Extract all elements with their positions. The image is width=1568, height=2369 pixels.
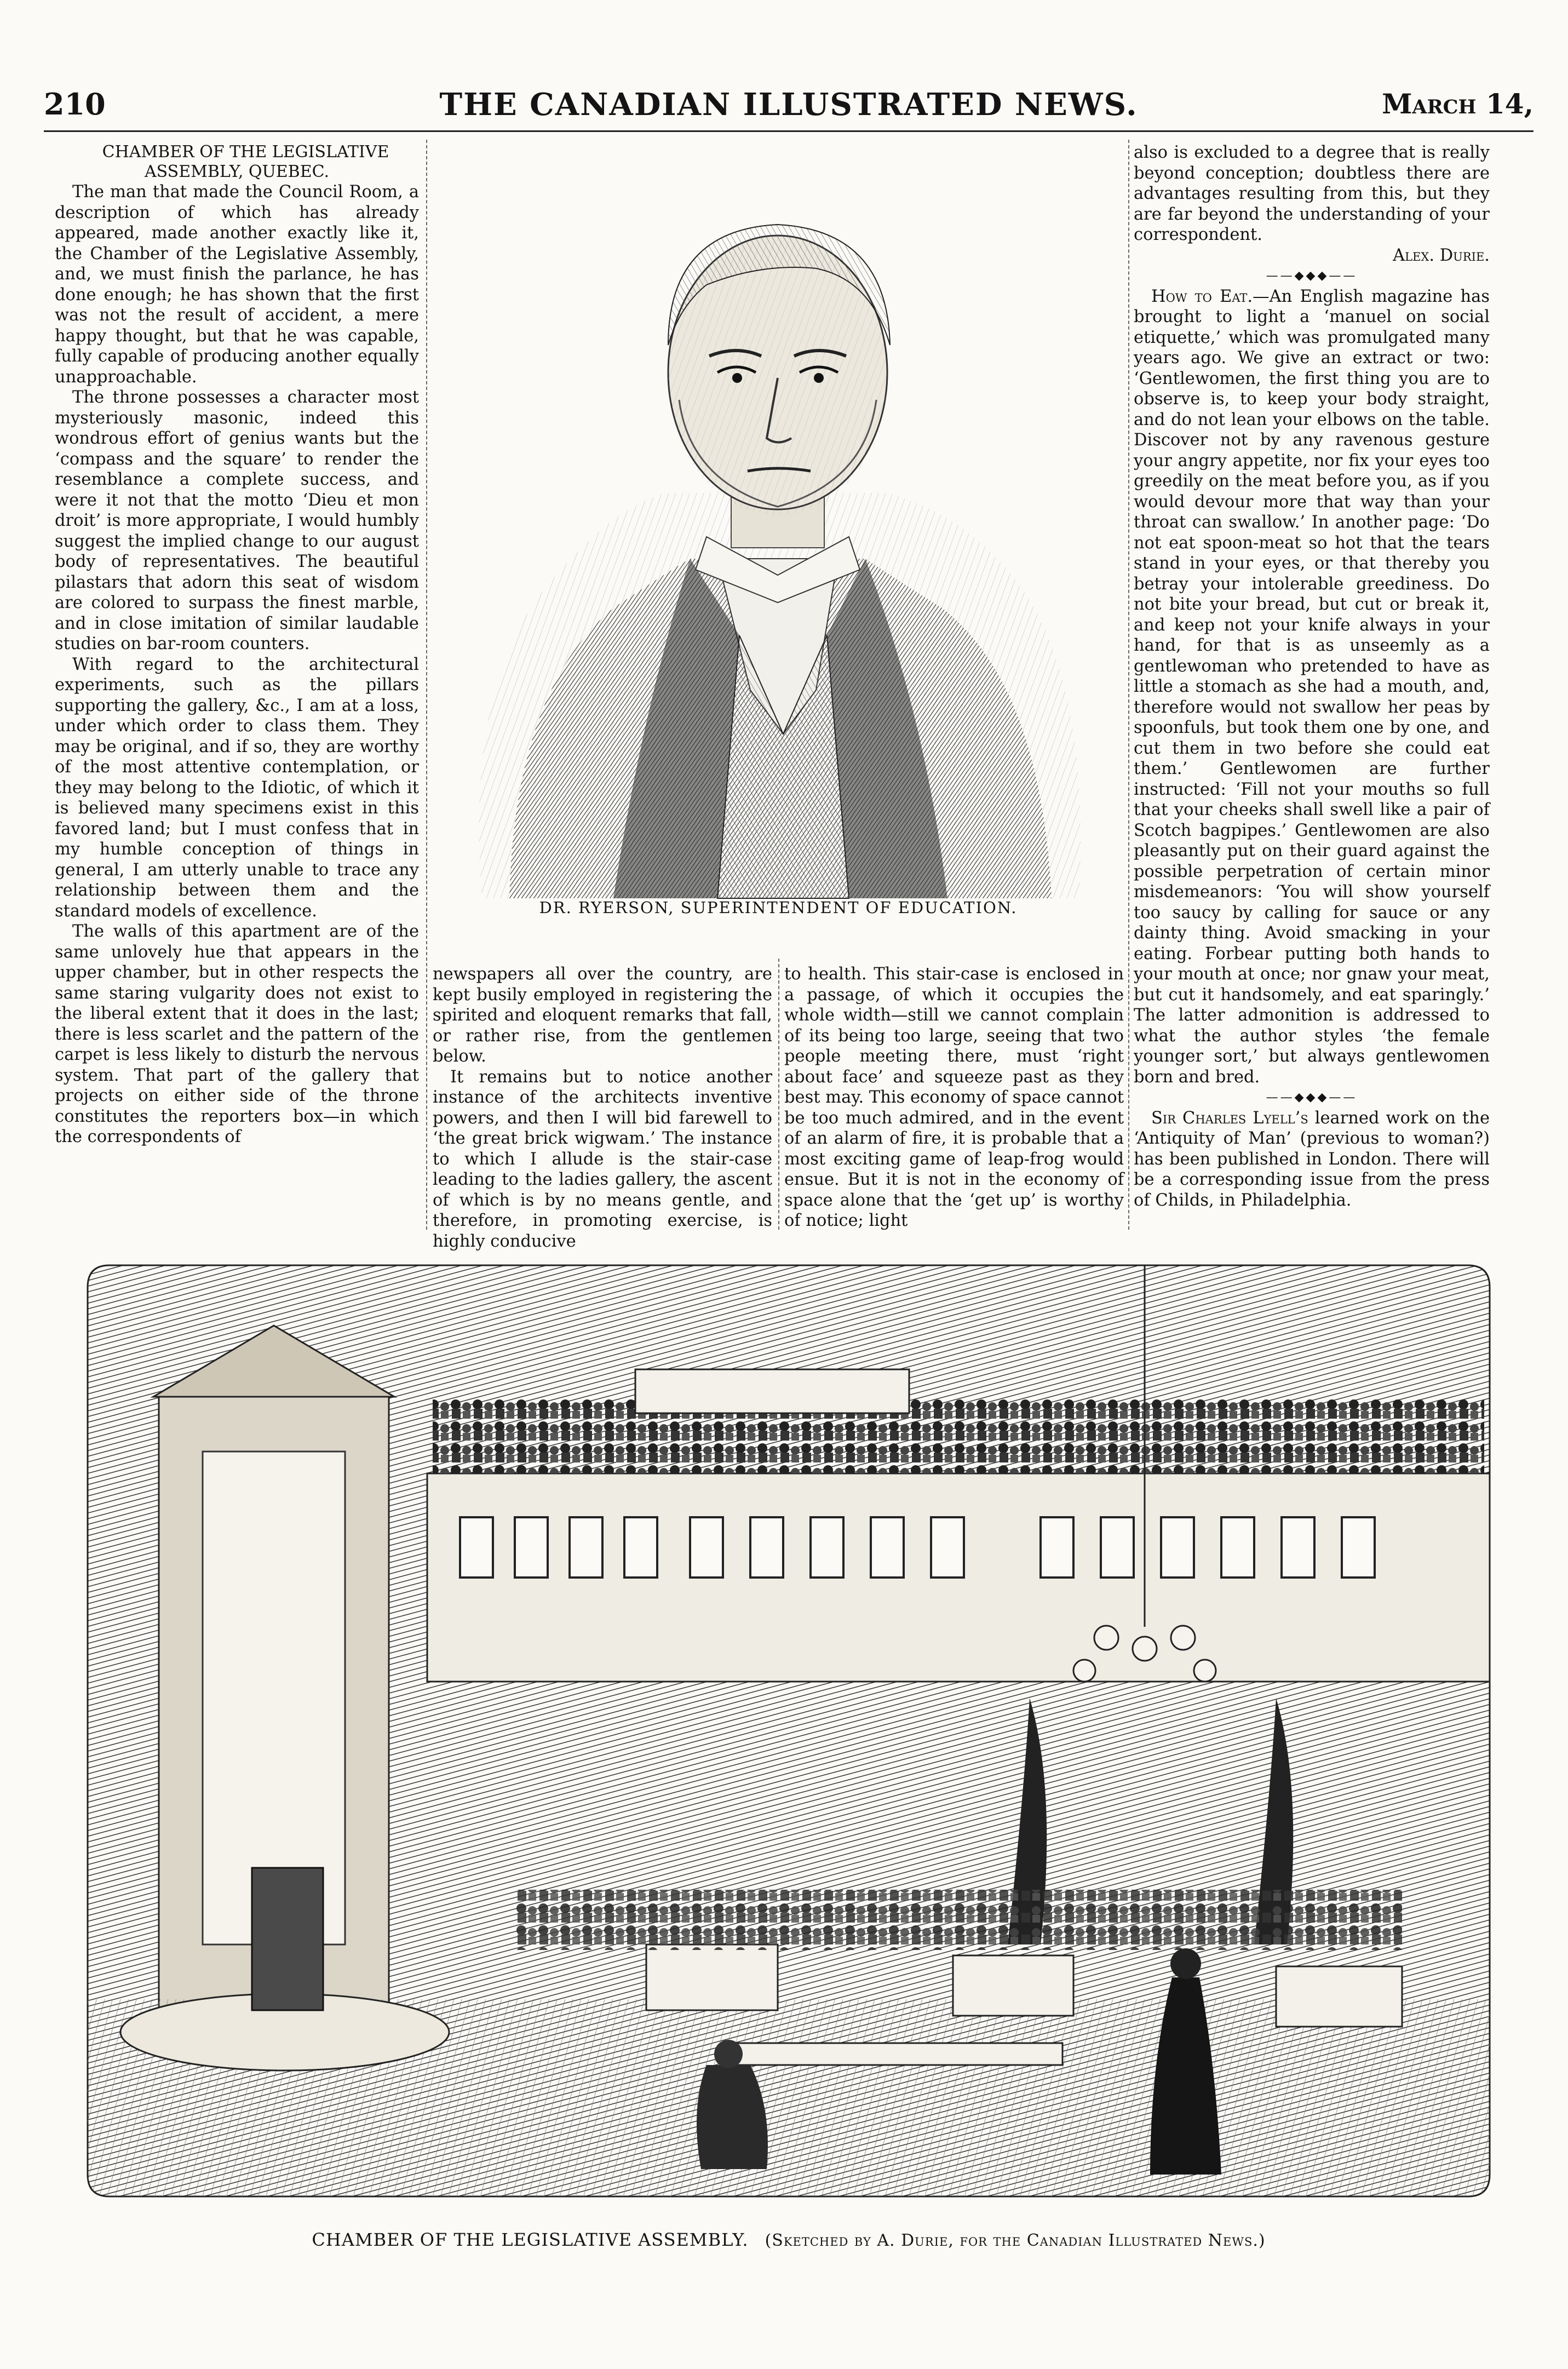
portrait-image bbox=[433, 142, 1124, 920]
lyell-article bbox=[1134, 1108, 1490, 1211]
masthead-title: THE CANADIAN ILLUSTRATED NEWS. bbox=[439, 87, 1138, 123]
chamber-caption bbox=[77, 2229, 1501, 2250]
article-paragraph: newspapers all over the country, are kept busily employed in registering the spirited and eloquent remarks that fall, or rather rise, from the gentlemen below. bbox=[433, 965, 772, 1066]
page-number: 210 bbox=[44, 87, 106, 122]
issue-date: March 14, bbox=[1382, 88, 1533, 120]
article-column-middle-1 bbox=[433, 964, 772, 1251]
article-paragraph: also is excluded to a degree that is really beyond conception; doubtless there are advantages resulting from this, but they are far beyond the understanding of your correspondent. bbox=[1134, 143, 1490, 244]
article-column-middle-2 bbox=[784, 964, 1124, 1230]
article-paragraph: The walls of this apartment are of the same unlovely hue that appears in the upper chamber, but in other respects the same staring vulgarity does not exist to the liberal extent that it does in the last; there is less scarlet and the pattern of the carpet is less likely to disturb the nervous system. That part of the gallery that projects on either side of the throne constitutes the reporters box—in which the correspondents of bbox=[55, 922, 419, 1146]
page-header bbox=[44, 82, 1533, 126]
article-paragraph: to health. This stair-case is enclosed in a passage, of which it occupies the whole width—still we cannot complain of its being too large, seeing that two people meeting there, must ‘right about face’ and squeeze past as they best may. This economy of space cannot be too much admired, and in the event of an alarm of fire, it is probable that a most exciting game of leap-frog would ensue. But it is not in the economy of space alone that the ‘get up’ is worthy of notice; light bbox=[784, 965, 1124, 1230]
article-column-left bbox=[55, 142, 419, 1227]
article-lead: Sir Charles Lyell’s bbox=[1151, 1108, 1308, 1128]
article-title: CHAMBER OF THE LEGISLATIVE ASSEMBLY, QUEBEC. bbox=[102, 142, 389, 181]
article-lead: How to Eat. bbox=[1151, 286, 1253, 306]
how-to-eat-article bbox=[1134, 286, 1490, 1088]
article-paragraph: With regard to the architectural experiments, such as the pillars supporting the gallery, &c., I am at a loss, under which order to class them. They may be original, and if so, they are worthy of the most attentive contemplation, or they may belong to the Idiotic, of which it is believed many specimens exist in this favored land; but I must confess that in my humble conception of things in general, I am utterly unable to trace any relationship between them and the standard models of excellence. bbox=[55, 655, 419, 921]
column-divider bbox=[426, 140, 427, 1230]
section-separator: ——◆◆◆—— bbox=[1266, 269, 1358, 283]
article-paragraph: It remains but to notice another instance of the architects inventive powers, and then I will bid farewell to ‘the great brick wigwam.’ The instance to which I allude is the stair-case leading to the ladies gallery, the ascent of which is by no means gentle, and therefore, in promoting exercise, is highly conducive bbox=[433, 1067, 772, 1251]
article-paragraph: The throne possesses a character most mysteriously masonic, indeed this wondrous effort of genius wants but the ‘compass and the square’ to render the resemblance a complete success, and were it not that the motto ‘Dieu et mon droit’ is more appropriate, I would humbly suggest the implied change to our august body of representatives. The beautiful pilastars that adorn this seat of wisdom are colored to surpass the finest marble, and in close imitation of similar laudable studies on bar-room counters. bbox=[55, 388, 419, 653]
chamber-image bbox=[77, 1243, 1501, 2218]
article-body: —An English magazine has brought to light a ‘manuel on social etiquette,’ which was promulgated many years ago. We give an extract or two: ‘Gentlewomen, the first thing you are to observe is, to keep your body straight, and do not lean your elbows on the table. Discover not by any ravenous gesture your angry appetite, nor fix your eyes too greedily on the meat before you, as if you would devour more that way than your throat can swallow.’ In another page: ‘Do not eat spoon-meat so hot that the tears stand in your eyes, or that thereby you betray your intolerable greediness. Do not bite your bread, but cut or break it, and keep not your knife always in your hand, for that is as unseemly as a gentlewoman who pretended to have as little a stomach as she had a mouth, and, therefore would not swallow her peas by spoonfuls, but took them one by one, and cut them in two before she could eat them.’ Gentlewomen are further instructed: ‘Fill not your mouths so full that your cheeks shall swell like a pair of Scotch bagpipes.’ Gentlewomen are also pleasantly put on their guard against the possible perpetration of certain minor misdemeanors: ‘You will show yourself too saucy by calling for sauce or any dainty thing. Avoid smacking in your eating. Forbear putting both hands to your mouth at once; nor gnaw your meat, but cut it handsomely, and eat sparingly.’ The latter admonition is addressed to what the author styles ‘the female younger sort,’ but always gentlewomen born and bred. bbox=[1134, 286, 1490, 1087]
column-divider bbox=[1128, 140, 1129, 1230]
section-separator: ——◆◆◆—— bbox=[1266, 1091, 1358, 1104]
article-column-right bbox=[1134, 142, 1490, 1227]
author-signature: Alex. Durie. bbox=[1393, 245, 1490, 265]
header-rule bbox=[44, 130, 1533, 132]
article-paragraph: The man that made the Council Room, a description of which has already appeared, made another exactly like it, the Chamber of the Legislative Assembly, and, we must finish the parlance, he has done enough; he has shown that the first was not the result of accident, a mere happy thought, but that he was capable, fully capable of producing another equally unapproachable. bbox=[55, 182, 419, 387]
article-body: learned work on the ‘Antiquity of Man’ (previous to woman?) has been published in London. There will be a corresponding issue from the press of Childs, in Philadelphia. bbox=[1134, 1108, 1490, 1210]
chamber-caption-credit: (Sketched by A. Durie, for the Canadian Illustrated News.) bbox=[765, 2231, 1266, 2250]
chamber-caption-title: CHAMBER OF THE LEGISLATIVE ASSEMBLY. bbox=[312, 2229, 749, 2250]
portrait-engraving bbox=[433, 142, 1124, 920]
portrait-caption: DR. RYERSON, SUPERINTENDENT OF EDUCATION. bbox=[539, 898, 1018, 917]
column-divider bbox=[778, 959, 779, 1230]
chamber-engraving bbox=[77, 1243, 1501, 2218]
